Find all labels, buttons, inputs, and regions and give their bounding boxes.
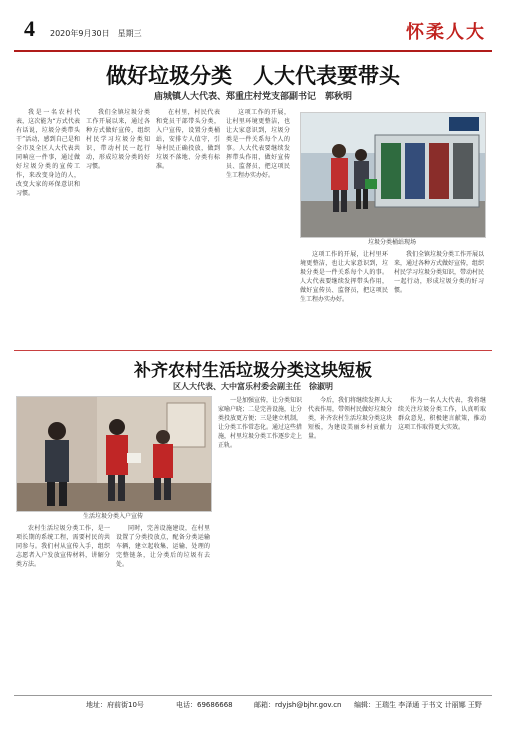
page-number: 4	[24, 16, 35, 41]
article2-paragraph: 一是加强宣传，让分类知识家喻户晓；二是完善设施，让分类投放更方便；三是建立机制，让分类工作常态化。通过这些措施，村里垃圾分类工作逐步走上正轨。	[218, 397, 302, 449]
article1-paragraph: 这项工作的开展，让村里环境更整洁，也让大家意识到，垃圾分类是一件关系每个人的事。人大代表要继续发挥带头作用，做好宣传员、监督员，把这项民生工程办实办好。	[226, 109, 290, 179]
sorting-station-photo	[301, 113, 485, 237]
footer-address: 地址：府前街10号	[86, 701, 144, 709]
footer-editors: 编辑：王瑞生 李泽通 于书文 计丽娜 王野	[354, 701, 482, 709]
article2-paragraph: 作为一名人大代表，我将继续关注垃圾分类工作，认真听取群众意见，积极建言献策，推动这项工作取得更大实效。	[398, 397, 486, 431]
article1-paragraph: 我是一名农村代表，这次能为“方式代表有话说，垃圾分类带头干”活动，感到自己是和全市及全区人大代表共同响应一件事，通过做好垃圾分类的宣传工作，来改变身边的人，改变大家的环保意识和习惯。	[16, 109, 80, 197]
article2-paragraph: 农村生活垃圾分类工作，是一项长期的系统工程，需要村民的共同参与。我们村从宣传入手，组织志愿者入户发放宣传材料，讲解分类方法。	[16, 525, 110, 568]
article2-column-2	[116, 524, 210, 692]
article1-paragraph: 这项工作的开展，让村里环境更整洁，也让大家意识到，垃圾分类是一件关系每个人的事。人大代表要继续发挥带头作用，做好宣传员、监督员，把这项民生工程办实办好。	[300, 251, 388, 303]
issue-date: 2020年9月30日 星期三	[50, 29, 142, 38]
header-rule	[14, 50, 492, 52]
article1-photo-caption: 垃圾分类桶站现场	[367, 239, 416, 246]
article1-headline: 做好垃圾分类 人大代表要带头	[106, 64, 400, 88]
article1-paragraph: 我们全镇垃圾分类工作开展以来，通过各种方式做好宣传，组织村民学习垃圾分类知识，带动村民一起行动，形成垃圾分类的好习惯。	[86, 109, 150, 170]
article1-paragraph: 我们全镇垃圾分类工作开展以来，通过各种方式做好宣传，组织村民学习垃圾分类知识，带动村民一起行动，形成垃圾分类的好习惯。	[394, 251, 484, 294]
article2-paragraph: 今后，我们将继续发挥人大代表作用，带领村民做好垃圾分类，补齐农村生活垃圾分类这块短板，为建设美丽乡村贡献力量。	[308, 397, 392, 440]
article1-photo	[300, 112, 486, 238]
page-footer	[14, 698, 492, 712]
household-visit-photo	[17, 397, 211, 511]
article1-byline: 庙城镇人大代表、郑重庄村党支部副书记 郭秋明	[153, 92, 352, 102]
article2-photo-caption: 生活垃圾分类入户宣传	[82, 513, 143, 520]
article2-column-3	[218, 396, 302, 692]
article2-paragraph: 同时，完善设施建设，在村里设置了分类投放点，配备分类运输车辆，建立起收集、运输、处理的完整链条，让分类后的垃圾有去处。	[116, 525, 210, 568]
article1-column-4	[226, 108, 290, 348]
article1-paragraph: 在村里，村民代表和党员干部带头分类，入户宣传，设置分类桶站，安排专人值守，引导村民正确投放，做到垃圾不落地、分类有标准。	[156, 109, 220, 170]
article2-column-4	[308, 396, 392, 692]
footer-rule	[14, 695, 492, 696]
article1-column-6	[394, 250, 484, 348]
masthead-title: 怀柔人大	[406, 22, 486, 43]
page-header	[14, 14, 492, 48]
article-separator	[14, 350, 492, 351]
article2-headline: 补齐农村生活垃圾分类这块短板	[134, 361, 372, 381]
footer-phone: 电话：69686668	[176, 701, 233, 709]
article2-photo	[16, 396, 212, 512]
article1-column-3	[156, 108, 220, 348]
article2-column-5	[398, 396, 486, 692]
article2-byline: 区人大代表、大中富乐村委会副主任 徐淑明	[173, 382, 333, 391]
article2-column-1	[16, 524, 110, 692]
article1-column-1	[16, 108, 80, 348]
article1-column-5	[300, 250, 388, 348]
article1-column-2	[86, 108, 150, 348]
footer-email: 邮箱：rdyjsh@bjhr.gov.cn	[254, 701, 342, 709]
